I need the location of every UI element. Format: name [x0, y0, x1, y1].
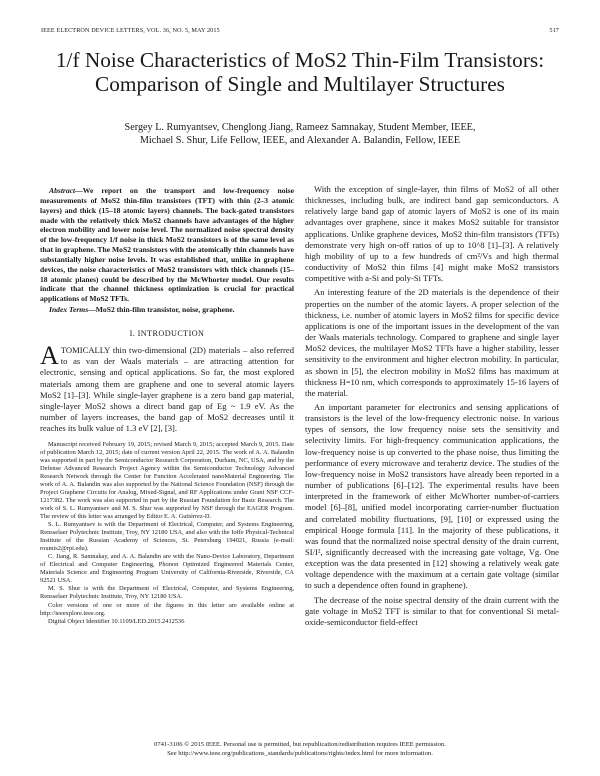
footer-line-1: 0741-3106 © 2015 IEEE. Personal use is permitted, but republication/redistribution requires IEEE permission. — [154, 741, 446, 748]
body-paragraph: An important parameter for electronics and sensing applications of transistors is the level of the low-frequency electronic noise. In various types of sensors, the low frequency noise sets the sensitivity and selectivity limits. For high-frequency communication applications, the low-frequency noise is up converted to the phase noise, thus limiting the performance of every microwave and terahertz device. The studies of the low-frequency noise in MoS2 transistors have already been reported in a number of publications [6]–[12]. The experimental results have been interpreted in the framework of either McWhorter number-of-carriers model [6]–[8], unified model incorporating carrier-number fluctuation and correlated mobility fluctuations, [9], [10] or expressed using the empirical Hooge formula [11]. In the majority of these publications, it was found that the normalized noise spectral density of the drain current, SI/I², significantly decreased with the increasing gate voltage, Vg. One exception was the data presented in [12] showing a relatively weak gate voltage dependence with the maximum at a certain gate voltage (similar to such a dependence often found in graphene). — [305, 401, 559, 591]
footnote-color: Color versions of one or more of the figures in this letter are available online at http://ieeexplore.ieee.org. — [40, 601, 294, 617]
intro-text: TOMICALLY thin two-dimensional (2D) materials – also referred to as van der Waals materials – are attracting attention for electronic, sensing and optical applications. So far, the most explored materials among them are graphene and one to several atomic layers MoS2 [1]–[3]. While single-layer graphene is a zero band gap material, single-layer MoS2 shows a direct band gap of Eg ~ 1.9 eV. As the number of layers increases, the band gap of MoS2 decreases until it reaches its bulk value of 1.3 eV [2], [3]. — [40, 344, 294, 434]
abstract — [40, 186, 294, 304]
index-terms — [40, 305, 294, 315]
journal-header: IEEE ELECTRON DEVICE LETTERS, VOL. 36, NO. 5, MAY 2015 — [41, 27, 220, 34]
footnote-doi: Digital Object Identifier 10.1109/LED.2015.2412536 — [48, 617, 185, 625]
left-column — [40, 186, 294, 626]
section-heading: I. INTRODUCTION — [129, 328, 205, 338]
running-header — [41, 27, 559, 37]
intro-paragraph — [40, 340, 294, 435]
index-terms-text: MoS2 thin-film transistor, noise, graphene. — [95, 305, 235, 315]
author-list — [40, 121, 560, 148]
authors-line-2: Michael S. Shur, Life Fellow, IEEE, and Alexander A. Balandin, Fellow, IEEE — [139, 135, 461, 147]
authors-line-1: Sergey L. Rumyantsev, Chenglong Jiang, Rameez Samnakay, Student Member, IEEE, — [124, 122, 476, 133]
footnote-jiang: C. Jiang, R. Samnakay, and A. A. Balandin are with the Nano-Device Laboratory, Department of Electrical and Computer Engineering, Phonon Optimized Engineered Materials Center, Materials Science and Engineering Program University of California-Riverside, Riverside, CA 92521 USA. — [40, 553, 294, 585]
abstract-text: We report on the transport and low-frequency noise measurements of MoS2 thin-film transistors (TFT) with thin (2–3 atomic layers) and thick (15–18 atomic layers) channels. The back-gated transistors made with the relatively thick MoS2 channels have advantages of the higher electron mobility and lower noise level. The normalized noise spectral density of the low-frequency 1/f noise in thick MoS2 transistors is of the same level as that in graphene. The MoS2 transistors with the atomically thin channels have substantially higher noise levels. It was established that, unlike in graphene devices, the noise characteristics of MoS2 transistors with thick channels (15–18 atomic planes) could be described by the McWhorter model. Our results indicate that the channel thickness optimization is crucial for practical applications of MoS2 TFTs. — [40, 186, 294, 304]
copyright-footer — [40, 741, 560, 758]
footnote-rumyantsev: S. L. Rumyantsev is with the Department of Electrical, Computer, and Systems Engineering, Rensselaer Polytechnic Institute, Troy, NY 12180 USA, and also with the Ioffe Physical-Technical Institute of the Russian Academy of Sciences, St. Petersburg 194021, Russia (e-mail: roumis2@rpi.edu). — [40, 521, 294, 553]
drop-cap: A — [40, 340, 59, 370]
footnotes — [40, 441, 294, 626]
footnote-shur: M. S. Shur is with the Department of Electrical, Computer, and Systems Engineering, Rensselaer Polytechnic Institute, Troy, NY 12180 USA. — [40, 585, 294, 601]
page-number: 517 — [549, 27, 559, 34]
footnote-manuscript: Manuscript received February 19, 2015; revised March 9, 2015; accepted March 9, 2015. Date of publication March 12, 2015; date of current version April 22, 2015. The work of A. A. Balandin was supported in part by the Semiconductor Research Corporation, Durham, NC, USA, and by the Defense Advanced Research Project Agency within the Semiconductor Technology Advanced Research Network through the Center for Function Accelerated nanoMaterial Engineering. The work of A. A. Balandin was also supported by the National Science Foundation (NSF) through the Project Graphene Circuits for Analog, Mixed-Signal, and RF Applications under Grant NSF CCF-1217382. The work was also supported in part by the Russian Foundation for Basic Research. The work of S. L. Rumyantsev and M. S. Shur was supported by NSF through the EAGER Program. The review of this letter was arranged by Editor E. A. Gutiérrez-D. — [40, 440, 294, 521]
footer-line-2: See http://www.ieee.org/publications_standards/publications/rights/index.html for more information. — [167, 749, 433, 757]
abstract-label: Abstract— — [49, 186, 83, 195]
body-paragraph: With the exception of single-layer, thin films of MoS2 of all other thicknesses, including bulk, are indirect band gap semiconductors. A relatively large band gap of atomic layers of MoS2 is one of its main advantages over graphene, since it makes MoS2 suitable for transistor applications. Unlike graphene devices, MoS2 thin-film transistors (TFTs) demonstrate very high on-off ratios of up to 10^8 [1]–[3]. A relatively high mobility of up to a few hundreds of cm²/Vs and high thermal conductivity of MoS2 thin films [4] might make MoS2 transistors competitive with a-Si and poly-Si TFTs. — [305, 184, 559, 284]
paper-title: 1/f Noise Characteristics of MoS2 Thin-Film Transistors: Comparison of Single and Multilayer Structures — [55, 48, 545, 97]
right-column — [305, 184, 559, 628]
body-paragraph: The decrease of the noise spectral density of the drain current with the gate voltage in MoS2 TFT is similar to that for conventional Si metal-oxide-semiconductor field-effect — [305, 594, 559, 627]
body-paragraph: An interesting feature of the 2D materials is the dependence of their properties on the number of the atomic layers. A proper selection of the thickness, i.e. number of atomic layers in MoS2 films for specific device applications is one of the important issues in the development of the van der Waals materials technology. Compared to graphene and single layer MoS2 devices, the multilayer MoS2 TFTs have a higher stability, lesser sensitivity to the environment and higher electron mobility. In particular, as shown in [5], the electron mobility in MoS2 films has maximum at thickness H=10 nm, which corresponds to approximately 15-16 layers of the material. — [305, 287, 559, 398]
index-terms-label: Index Terms— — [49, 305, 96, 315]
